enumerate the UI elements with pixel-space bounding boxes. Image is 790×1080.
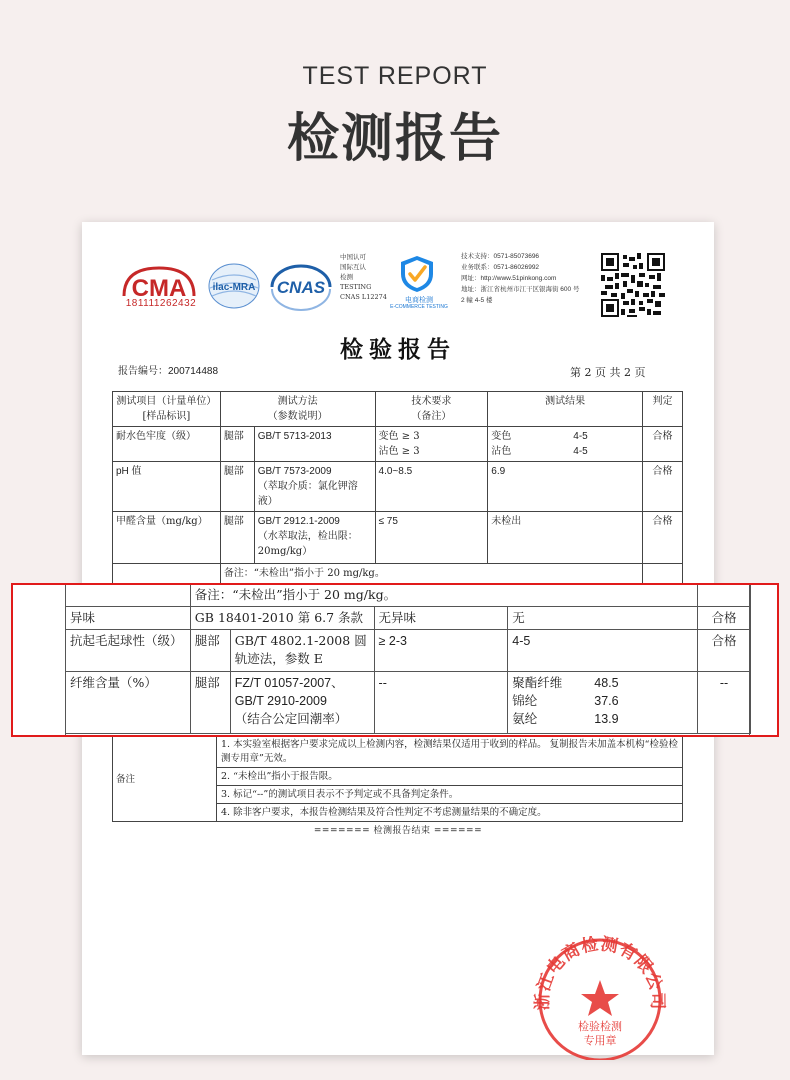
- cell-item: 纤维含量（%）: [66, 672, 191, 734]
- report-end-line: ======= 检测报告结束 ======: [313, 826, 483, 836]
- cell-part: 腿部: [190, 630, 230, 672]
- table-row: [113, 462, 683, 512]
- qr-code-icon: [601, 253, 665, 317]
- cell-part: 腿部: [220, 427, 254, 462]
- cell-empty: [698, 584, 751, 607]
- result-label: 变色: [491, 431, 512, 442]
- contact-line: 网址：http://www.51pinkong.com: [461, 275, 557, 282]
- report-title: 检验报告: [340, 336, 456, 363]
- header-cn-title: 检测报告: [286, 109, 503, 169]
- header-text: 测试项目（计量单位）: [116, 396, 217, 407]
- contact-line: 2 幢 4-5 楼: [461, 297, 493, 304]
- zoom-row: [66, 630, 751, 672]
- header-req: [375, 392, 488, 427]
- cell-result: 4-5: [508, 630, 698, 672]
- fiber-name: 锦纶: [512, 693, 538, 708]
- result-label: 沾色: [491, 446, 512, 457]
- cell-method: GB/T 4802.1-2008 圆轨迹法，参数 E: [230, 630, 374, 672]
- zoom-row: [66, 672, 751, 734]
- cell-method: [254, 462, 375, 512]
- cell-result: 未检出: [488, 512, 643, 564]
- fiber-name: 氨纶: [512, 711, 538, 726]
- header-text: 技术要求: [411, 396, 452, 407]
- cell-part: 腿部: [190, 672, 230, 734]
- cell-req: 4.0~8.5: [375, 462, 488, 512]
- cnas-line: TESTING: [340, 283, 372, 291]
- seal-ring-text: 浙江电商检测有限公司: [532, 934, 668, 1011]
- cell-req: 无异味: [374, 607, 508, 630]
- fiber-value: 13.9: [594, 712, 619, 726]
- method-note: （萃取介质：氯化钾溶液）: [257, 481, 358, 507]
- cnas-logo-icon: [268, 262, 334, 312]
- notes-table: [112, 736, 683, 822]
- note-item: 3. 标记“--”的测试项目表示不予判定或不具备判定条件。: [217, 786, 682, 804]
- ecommerce-en-label: E-COMMERCE TESTING: [390, 304, 448, 310]
- method-note: （结合公定回潮率）: [234, 711, 348, 726]
- req-line: 变色 ≥ 3: [378, 431, 420, 442]
- ecommerce-shield-icon: [398, 254, 436, 294]
- note-item: 4. 除非客户要求，本报告检测结果及符合性判定不考虑测量结果的不确定度。: [221, 807, 547, 818]
- header-item: [113, 392, 221, 427]
- method-code: GB/T 2912.1-2009: [257, 516, 340, 527]
- zoom-row: [66, 607, 751, 630]
- cell-verdict: 合格: [643, 512, 683, 564]
- cell-item: 异味: [66, 607, 191, 630]
- cell-req: ≤ 75: [375, 512, 488, 564]
- notes-label: 备注: [113, 737, 217, 822]
- contact-line: 技术支持：0571-85073696: [461, 253, 540, 260]
- cell-verdict: 合格: [643, 462, 683, 512]
- header-verdict: 判定: [643, 392, 683, 427]
- seal-line2: 专用章: [583, 1034, 617, 1047]
- cnas-line: 国际互认: [340, 263, 366, 271]
- header-text: （参数说明）: [267, 411, 328, 422]
- table-remark: 备注：“未检出”指小于 20 mg/kg。: [220, 564, 642, 584]
- zoom-remark: 备注：“未检出”指小于 20 mg/kg。: [190, 584, 697, 607]
- header-text: [样品标识]: [142, 411, 191, 422]
- report-number-label: 报告编号：: [118, 366, 168, 377]
- contact-line: 地址：浙江省杭州市江干区银海街 600 号: [461, 286, 580, 293]
- cnas-line: 检测: [340, 273, 353, 281]
- cell-part: 腿部: [220, 462, 254, 512]
- cell-result: [488, 427, 643, 462]
- cnas-caption: [340, 252, 387, 302]
- table-row: [113, 427, 683, 462]
- cell-result: 6.9: [488, 462, 643, 512]
- cell-req: ≥ 2-3: [374, 630, 508, 672]
- fiber-value: 48.5: [594, 676, 619, 690]
- cell-part: 腿部: [220, 512, 254, 564]
- ecommerce-cn-label: 电商检测: [405, 296, 433, 304]
- cell-empty: [113, 564, 221, 584]
- cell-method: GB/T 5713-2013: [254, 427, 375, 462]
- cnas-text: CNAS: [276, 278, 326, 297]
- cell-method: [230, 672, 374, 734]
- header-text: 测试方法: [277, 396, 318, 407]
- cma-number: 181111262432: [125, 298, 197, 309]
- cma-logo-text: CMA: [131, 275, 187, 302]
- header-text: （备注）: [411, 411, 452, 422]
- contact-block: [461, 251, 591, 306]
- result-line: [491, 444, 639, 459]
- zoom-highlight-box: [11, 583, 779, 737]
- header-result: 测试结果: [488, 392, 643, 427]
- header-method: [220, 392, 375, 427]
- cell-result: 无: [508, 607, 698, 630]
- cell-req: --: [374, 672, 508, 734]
- cell-verdict: 合格: [698, 630, 751, 672]
- cnas-line: CNAS L12274: [340, 293, 387, 301]
- header-en-title: TEST REPORT: [302, 62, 488, 90]
- cell-result: [508, 672, 698, 734]
- zoom-table: [65, 584, 751, 734]
- method-code: FZ/T 01057-2007、GB/T 2910-2009: [234, 676, 344, 708]
- table-header-row: [113, 392, 683, 427]
- cell-item: 甲醛含量（mg/kg）: [113, 512, 221, 564]
- cell-verdict: --: [698, 672, 751, 734]
- cell-empty: [643, 564, 683, 584]
- fiber-line: [512, 692, 693, 710]
- method-note: （水萃取法，检出限：20mg/kg）: [257, 531, 358, 557]
- ilac-text: ilac-MRA: [212, 282, 256, 293]
- report-number-value: 200714488: [168, 366, 219, 377]
- cnas-line: 中国认可: [340, 253, 366, 261]
- note-item: 2. “未检出”指小于报告限。: [217, 768, 682, 786]
- method-code: GB/T 7573-2009: [257, 466, 332, 477]
- result-line: [491, 429, 639, 444]
- note-item: 1. 本实验室根据客户要求完成以上检测内容，检测结果仅适用于收到的样品。 复制报告未加盖本机构“检验检测专用章”无效。: [217, 737, 682, 768]
- cell-method: GB 18401-2010 第 6.7 条款: [190, 607, 374, 630]
- req-line: 沾色 ≥ 3: [378, 446, 420, 457]
- cell-req: [375, 427, 488, 462]
- zoom-remark-row: [66, 584, 751, 607]
- ilac-mra-logo-icon: [206, 262, 262, 310]
- cell-method: [254, 512, 375, 564]
- notes-content: [217, 737, 683, 822]
- fiber-line: [512, 674, 693, 692]
- table-row: [113, 512, 683, 564]
- fiber-line: [512, 710, 693, 728]
- cell-verdict: 合格: [698, 607, 751, 630]
- official-seal-icon: [527, 930, 673, 1060]
- cell-item: 耐水色牢度（级）: [113, 427, 221, 462]
- seal-line1: 检验检测: [578, 1020, 622, 1033]
- cell-item: 抗起毛起球性（级）: [66, 630, 191, 672]
- cell-empty: [66, 584, 191, 607]
- contact-line: 业务联系：0571-86026992: [461, 264, 540, 271]
- fiber-name: 聚酯纤维: [512, 675, 563, 690]
- cell-item: pH 值: [113, 462, 221, 512]
- notes-row: [113, 737, 683, 822]
- report-number: [118, 362, 218, 377]
- result-value: 4-5: [573, 446, 588, 457]
- result-value: 4-5: [573, 431, 588, 442]
- results-table: [112, 391, 683, 584]
- report-page-indicator: 第 2 页 共 2 页: [570, 366, 646, 379]
- table-remark-row: [113, 564, 683, 584]
- fiber-value: 37.6: [594, 694, 619, 708]
- cell-verdict: 合格: [643, 427, 683, 462]
